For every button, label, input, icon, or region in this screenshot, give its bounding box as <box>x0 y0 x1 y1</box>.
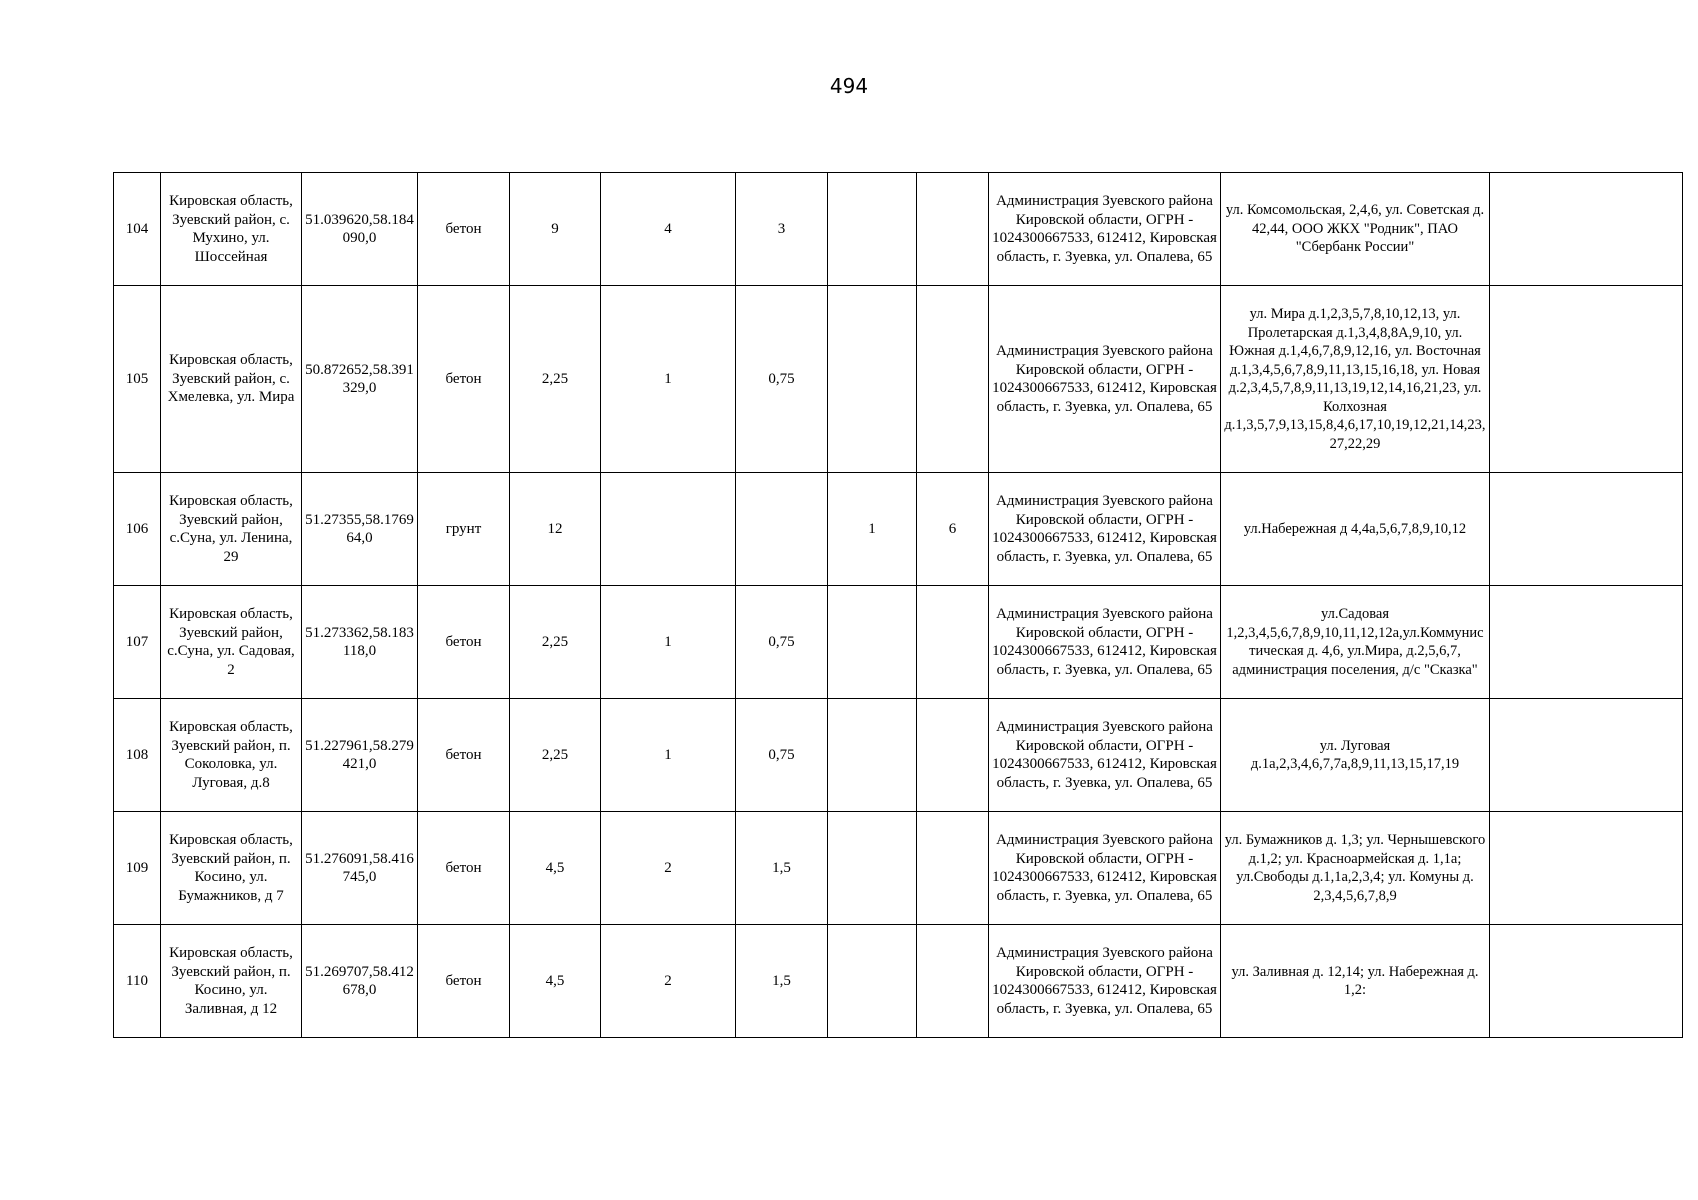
coordinates-cell: 51.039620,58.184090,0 <box>302 173 418 286</box>
column-8-cell <box>828 925 917 1038</box>
note-cell <box>1490 925 1683 1038</box>
note-cell <box>1490 286 1683 473</box>
containers-volume-cell: 0,75 <box>736 586 828 699</box>
containers-count-cell: 1 <box>601 586 736 699</box>
location-cell: Кировская область, Зуевский район, с.Суна, ул. Ленина, 29 <box>161 473 302 586</box>
table-row <box>114 586 1683 699</box>
owner-cell: Администрация Зуевского района Кировской области, ОГРН - 1024300667533, 612412, Кировская область, г. Зуевка, ул. Опалева, 65 <box>989 586 1221 699</box>
column-9-cell: 6 <box>917 473 989 586</box>
surface-cell: бетон <box>418 925 510 1038</box>
column-8-cell <box>828 173 917 286</box>
table-row <box>114 699 1683 812</box>
location-cell: Кировская область, Зуевский район, с. Мухино, ул. Шоссейная <box>161 173 302 286</box>
area-cell: 2,25 <box>510 699 601 812</box>
column-9-cell <box>917 286 989 473</box>
area-cell: 9 <box>510 173 601 286</box>
coordinates-cell: 51.276091,58.416745,0 <box>302 812 418 925</box>
containers-volume-cell <box>736 473 828 586</box>
column-8-cell <box>828 699 917 812</box>
column-9-cell <box>917 699 989 812</box>
owner-cell: Администрация Зуевского района Кировской области, ОГРН - 1024300667533, 612412, Кировская область, г. Зуевка, ул. Опалева, 65 <box>989 473 1221 586</box>
row-number: 110 <box>114 925 161 1038</box>
row-number: 109 <box>114 812 161 925</box>
column-9-cell <box>917 925 989 1038</box>
containers-count-cell: 1 <box>601 286 736 473</box>
note-cell <box>1490 586 1683 699</box>
note-cell <box>1490 473 1683 586</box>
column-8-cell <box>828 812 917 925</box>
waste-sources-cell: ул.Садовая 1,2,3,4,5,6,7,8,9,10,11,12,12а,ул.Коммунистическая д. 4,6, ул.Мира, д.2,5,6,7, администрация поселения, д/с "Сказка" <box>1221 586 1490 699</box>
containers-count-cell: 4 <box>601 173 736 286</box>
surface-cell: бетон <box>418 173 510 286</box>
coordinates-cell: 50.872652,58.391329,0 <box>302 286 418 473</box>
coordinates-cell: 51.227961,58.279421,0 <box>302 699 418 812</box>
surface-cell: бетон <box>418 586 510 699</box>
column-8-cell: 1 <box>828 473 917 586</box>
containers-count-cell: 2 <box>601 925 736 1038</box>
column-9-cell <box>917 586 989 699</box>
location-cell: Кировская область, Зуевский район, п. Косино, ул. Бумажников, д 7 <box>161 812 302 925</box>
owner-cell: Администрация Зуевского района Кировской области, ОГРН - 1024300667533, 612412, Кировская область, г. Зуевка, ул. Опалева, 65 <box>989 812 1221 925</box>
surface-cell: грунт <box>418 473 510 586</box>
containers-count-cell: 2 <box>601 812 736 925</box>
table-row <box>114 473 1683 586</box>
column-8-cell <box>828 286 917 473</box>
owner-cell: Администрация Зуевского района Кировской области, ОГРН - 1024300667533, 612412, Кировская область, г. Зуевка, ул. Опалева, 65 <box>989 173 1221 286</box>
waste-sources-cell: ул. Бумажников д. 1,3; ул. Чернышевского д.1,2; ул. Красноармейская д. 1,1а; ул.Свободы д.1,1а,2,3,4; ул. Комуны д. 2,3,4,5,6,7,8,9 <box>1221 812 1490 925</box>
column-9-cell <box>917 812 989 925</box>
note-cell <box>1490 699 1683 812</box>
area-cell: 4,5 <box>510 812 601 925</box>
waste-sources-cell: ул.Набережная д 4,4а,5,6,7,8,9,10,12 <box>1221 473 1490 586</box>
table-row <box>114 812 1683 925</box>
coordinates-cell: 51.269707,58.412678,0 <box>302 925 418 1038</box>
row-number: 105 <box>114 286 161 473</box>
column-9-cell <box>917 173 989 286</box>
area-cell: 4,5 <box>510 925 601 1038</box>
surface-cell: бетон <box>418 812 510 925</box>
registry-table <box>113 172 1683 1038</box>
row-number: 106 <box>114 473 161 586</box>
containers-volume-cell: 3 <box>736 173 828 286</box>
column-8-cell <box>828 586 917 699</box>
surface-cell: бетон <box>418 699 510 812</box>
coordinates-cell: 51.273362,58.183118,0 <box>302 586 418 699</box>
location-cell: Кировская область, Зуевский район, с.Суна, ул. Садовая, 2 <box>161 586 302 699</box>
containers-volume-cell: 1,5 <box>736 925 828 1038</box>
containers-volume-cell: 0,75 <box>736 699 828 812</box>
waste-sources-cell: ул. Мира д.1,2,3,5,7,8,10,12,13, ул. Пролетарская д.1,3,4,8,8А,9,10, ул. Южная д.1,4,6,7,8,9,12,16, ул. Восточная д.1,3,4,5,6,7,8,9,11,13,15,16,18, ул. Новая д.2,3,4,5,7,8,9,11,13,19,12,14,16,21,23, ул. Колхозная д.1,3,5,7,9,13,15,8,4,6,17,10,19,12,21,14,23,27,22,29 <box>1221 286 1490 473</box>
waste-sources-cell: ул. Луговая д.1а,2,3,4,6,7,7а,8,9,11,13,15,17,19 <box>1221 699 1490 812</box>
row-number: 104 <box>114 173 161 286</box>
owner-cell: Администрация Зуевского района Кировской области, ОГРН - 1024300667533, 612412, Кировская область, г. Зуевка, ул. Опалева, 65 <box>989 286 1221 473</box>
note-cell <box>1490 173 1683 286</box>
row-number: 108 <box>114 699 161 812</box>
surface-cell: бетон <box>418 286 510 473</box>
note-cell <box>1490 812 1683 925</box>
waste-sources-cell: ул. Заливная д. 12,14; ул. Набережная д. 1,2: <box>1221 925 1490 1038</box>
containers-count-cell <box>601 473 736 586</box>
page-number: 494 <box>829 74 869 98</box>
table-row <box>114 173 1683 286</box>
containers-volume-cell: 1,5 <box>736 812 828 925</box>
containers-volume-cell: 0,75 <box>736 286 828 473</box>
location-cell: Кировская область, Зуевский район, с. Хмелевка, ул. Мира <box>161 286 302 473</box>
area-cell: 2,25 <box>510 286 601 473</box>
area-cell: 2,25 <box>510 586 601 699</box>
table-row <box>114 286 1683 473</box>
location-cell: Кировская область, Зуевский район, п. Соколовка, ул. Луговая, д.8 <box>161 699 302 812</box>
coordinates-cell: 51.27355,58.176964,0 <box>302 473 418 586</box>
owner-cell: Администрация Зуевского района Кировской области, ОГРН - 1024300667533, 612412, Кировская область, г. Зуевка, ул. Опалева, 65 <box>989 925 1221 1038</box>
row-number: 107 <box>114 586 161 699</box>
area-cell: 12 <box>510 473 601 586</box>
containers-count-cell: 1 <box>601 699 736 812</box>
waste-sources-cell: ул. Комсомольская, 2,4,6, ул. Советская д. 42,44, ООО ЖКХ "Родник", ПАО "Сбербанк России" <box>1221 173 1490 286</box>
table-row <box>114 925 1683 1038</box>
owner-cell: Администрация Зуевского района Кировской области, ОГРН - 1024300667533, 612412, Кировская область, г. Зуевка, ул. Опалева, 65 <box>989 699 1221 812</box>
location-cell: Кировская область, Зуевский район, п. Косино, ул. Заливная, д 12 <box>161 925 302 1038</box>
